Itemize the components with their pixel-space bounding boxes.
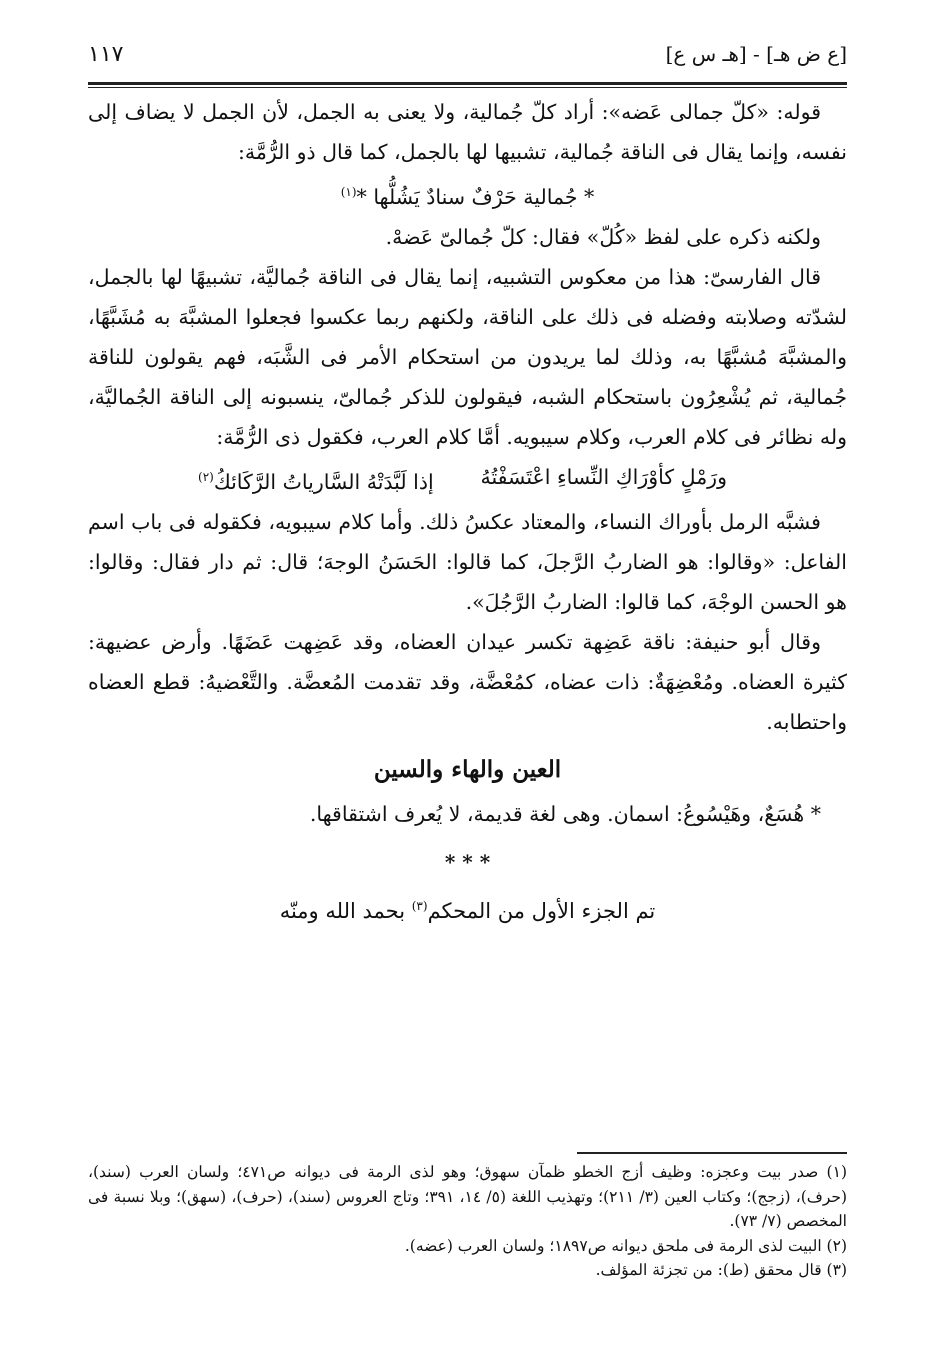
main-text	[88, 92, 847, 933]
footnote-ref: (٢)	[198, 469, 214, 484]
paragraph: ولكنه ذكره على لفظ «كُلّ» فقال: كلّ جُمالىّ عَضهْ.	[385, 224, 821, 249]
verse-couplet	[88, 457, 847, 502]
paragraph: وقال أبو حنيفة: ناقة عَضِهة تكسر عيدان العضاه، وقد عَضِهت عَضَهًا. وأرض عضيهة: كثيرة العضاه. ومُعْضِهَةٌ: ذات عضاه، كمُعْضَّة، وقد تقدمت المُعضَّة. والتَّعْضيهُ: قطع العضاه واحتطابه.	[88, 629, 847, 734]
paragraph: قوله: «كلّ جمالى عَضه»: أراد كلّ جُمالية، ولا يعنى به الجمل، لأن الجمل لا يضاف إلى نفسه، وإنما يقال فى الناقة جُمالية، تشبيها لها بالجمل، كما قال ذو الرُّمَّة:	[88, 100, 847, 164]
footnotes	[88, 1160, 847, 1283]
verse-text: * جُمالية حَرْفٌ سنادٌ يَشُلُّها *	[356, 184, 595, 209]
footnote-ref: (٣)	[411, 898, 428, 913]
footnote: (١) صدر بيت وعجزه: وظيف أزج الخطو ظمآن سهوق؛ وهو لذى الرمة فى ديوانه ص٤٧١؛ ولسان العرب (سند)، (حرف)، (زجج)؛ وكتاب العين (٣/ ٢١١)؛ وتهذيب اللغة (٥/ ١٤، ٣٩١؛ وتاج العروس (سند)، (حرف)، (سهق)؛ وبلا نسبة فى المخصص (٧/ ٧٣).	[88, 1163, 847, 1230]
header-rule	[88, 82, 847, 85]
footnote: (٢) البيت لذى الرمة فى ملحق ديوانه ص١٨٩٧؛ ولسان العرب (عضه).	[404, 1236, 847, 1255]
colophon-tail: بحمد الله ومنّه	[279, 898, 412, 923]
section-heading: العين والهاء والسين	[373, 755, 562, 783]
page-header	[88, 42, 847, 78]
verse-hemistich-first: ورَمْلٍ كأوْرَاكِ النِّساءِ اعْتَسَفْتُهُ	[480, 464, 727, 489]
verse-hemistich-second	[198, 457, 434, 502]
page-number: ١١٧	[88, 42, 124, 67]
footnote-rule	[577, 1152, 847, 1154]
colophon	[88, 884, 847, 933]
section-separator: * * *	[444, 849, 491, 874]
footnote: (٣) قال محقق (ط): من تجزئة المؤلف.	[595, 1261, 847, 1279]
paragraph: * هُسَعٌ، وهَيْسُوعُ: اسمان. وهى لغة قديمة، لا يُعرف اشتقاقها.	[309, 801, 821, 826]
footnote-ref: (١)	[340, 185, 357, 199]
verse-text: إذا لَبَّدَتْهُ السَّارياتُ الرَّكَائكُ	[213, 469, 434, 494]
header-rule-thin	[88, 87, 847, 88]
paragraph: قال الفارسىّ: هذا من معكوس التشبيه، إنما يقال فى الناقة جُماليَّة، تشبيهًا لها بالجمل، لشدّته وصلابته وفضله فى ذلك على الناقة، ولكنهم ربما عكسوا فجعلوا المشبَّهَ به مُشَبَّهًا، والمشبَّهَ مُشبَّهًا به، وذلك لما يريدون من استحكام الأمر فى الشَّبَه، فهم يقولون للناقة جُمالية، ثم يُشْعِرُون باستحكام الشبه، فيقولون للذكر جُمالىّ، ينسبونه إلى الناقة الجُماليَّة، وله نظائر فى كلام العرب، وكلام سيبويه. أمَّا كلام العرب، فكقول ذى الرُّمَّة:	[88, 264, 847, 449]
paragraph: فشبَّه الرمل بأوراك النساء، والمعتاد عكسُ ذلك. وأما كلام سيبويه، فكقوله فى باب اسم الفاعل: «وقالوا: هو الضاربُ الرَّجلَ، كما قالوا: الحَسَنُ الوجهَ؛ قال: ثم دار فقال: وقالوا: هو الحسن الوجْهَ، كما قالوا: الضاربُ الرَّجُلَ».	[88, 509, 847, 614]
running-title: [ع ض هـ] - [هـ س ع]	[665, 42, 847, 66]
colophon-text: تم الجزء الأول من المحكم	[427, 898, 656, 923]
verse-line	[88, 172, 847, 217]
